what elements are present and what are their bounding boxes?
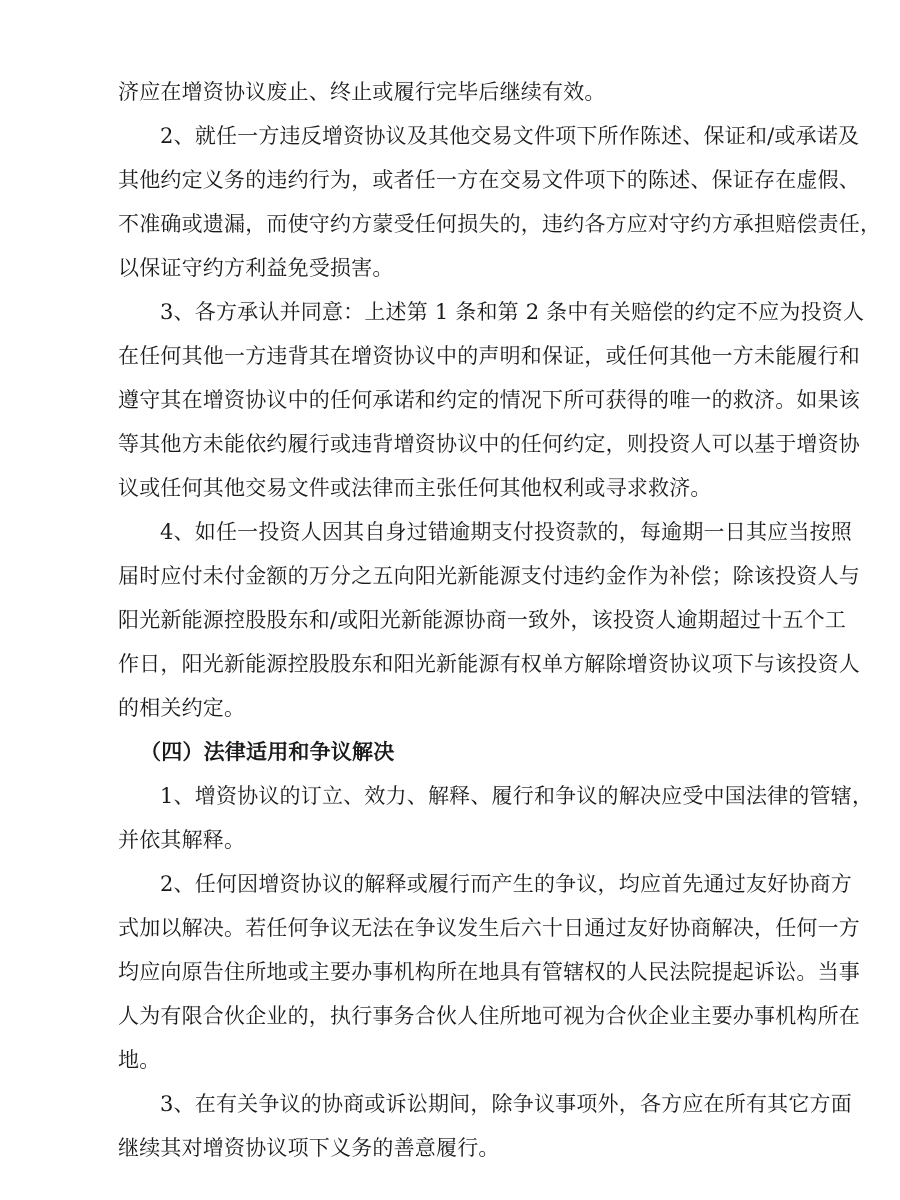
text-line: 作日，阳光新能源控股股东和阳光新能源有权单方解除增资协议项下与该投资人 (118, 652, 860, 676)
law-paragraph-2-start: 2、任何因增资协议的解释或履行而产生的争议，均应首先通过友好协商方 (160, 872, 852, 896)
text-line: 阳光新能源控股股东和/或阳光新能源协商一致外，该投资人逾期超过十五个工 (118, 608, 847, 632)
text-line: 均应向原告住所地或主要办事机构所在地具有管辖权的人民法院提起诉讼。当事 (118, 960, 860, 984)
text-line: 届时应付未付金额的万分之五向阳光新能源支付违约金作为补偿；除该投资人与 (118, 564, 860, 588)
text-line: 地。 (118, 1048, 161, 1072)
text-line: 继续其对增资协议项下义务的善意履行。 (118, 1136, 500, 1160)
text-line: 议或任何其他交易文件或法律而主张任何其他权利或寻求救济。 (118, 476, 712, 500)
text-line: 遵守其在增资协议中的任何承诺和约定的情况下所可获得的唯一的救济。如果该 (118, 388, 860, 412)
text-line: 以保证守约方利益免受损害。 (118, 256, 394, 280)
paragraph-3-start: 3、各方承认并同意：上述第 1 条和第 2 条中有关赔偿的约定不应为投资人 (160, 300, 865, 324)
law-paragraph-1-start: 1、增资协议的订立、效力、解释、履行和争议的解决应受中国法律的管辖， (160, 784, 874, 808)
text-line: 等其他方未能依约履行或违背增资协议中的任何约定，则投资人可以基于增资协 (118, 432, 860, 456)
text-line: 并依其解释。 (118, 828, 246, 852)
text-line: 在任何其他一方违背其在增资协议中的声明和保证，或任何其他一方未能履行和 (118, 344, 860, 368)
text-line: 济应在增资协议废止、终止或履行完毕后继续有效。 (118, 80, 606, 104)
text-line: 不准确或遗漏，而使守约方蒙受任何损失的，违约各方应对守约方承担赔偿责任， (118, 212, 882, 236)
text-line: 式加以解决。若任何争议无法在争议发生后六十日通过友好协商解决，任何一方 (118, 916, 860, 940)
text-line: 其他约定义务的违约行为，或者任一方在交易文件项下的陈述、保证存在虚假、 (118, 168, 860, 192)
paragraph-4-start: 4、如任一投资人因其自身过错逾期支付投资款的，每逾期一日其应当按照 (160, 520, 852, 544)
law-paragraph-3-start: 3、在有关争议的协商或诉讼期间，除争议事项外，各方应在所有其它方面 (160, 1092, 852, 1116)
paragraph-2-start: 2、就任一方违反增资协议及其他交易文件项下所作陈述、保证和/或承诺及 (160, 124, 860, 148)
section-heading: （四）法律适用和争议解决 (140, 739, 395, 764)
text-line: 人为有限合伙企业的，执行事务合伙人住所地可视为合伙企业主要办事机构所在 (118, 1004, 860, 1028)
text-line: 的相关约定。 (118, 696, 246, 720)
